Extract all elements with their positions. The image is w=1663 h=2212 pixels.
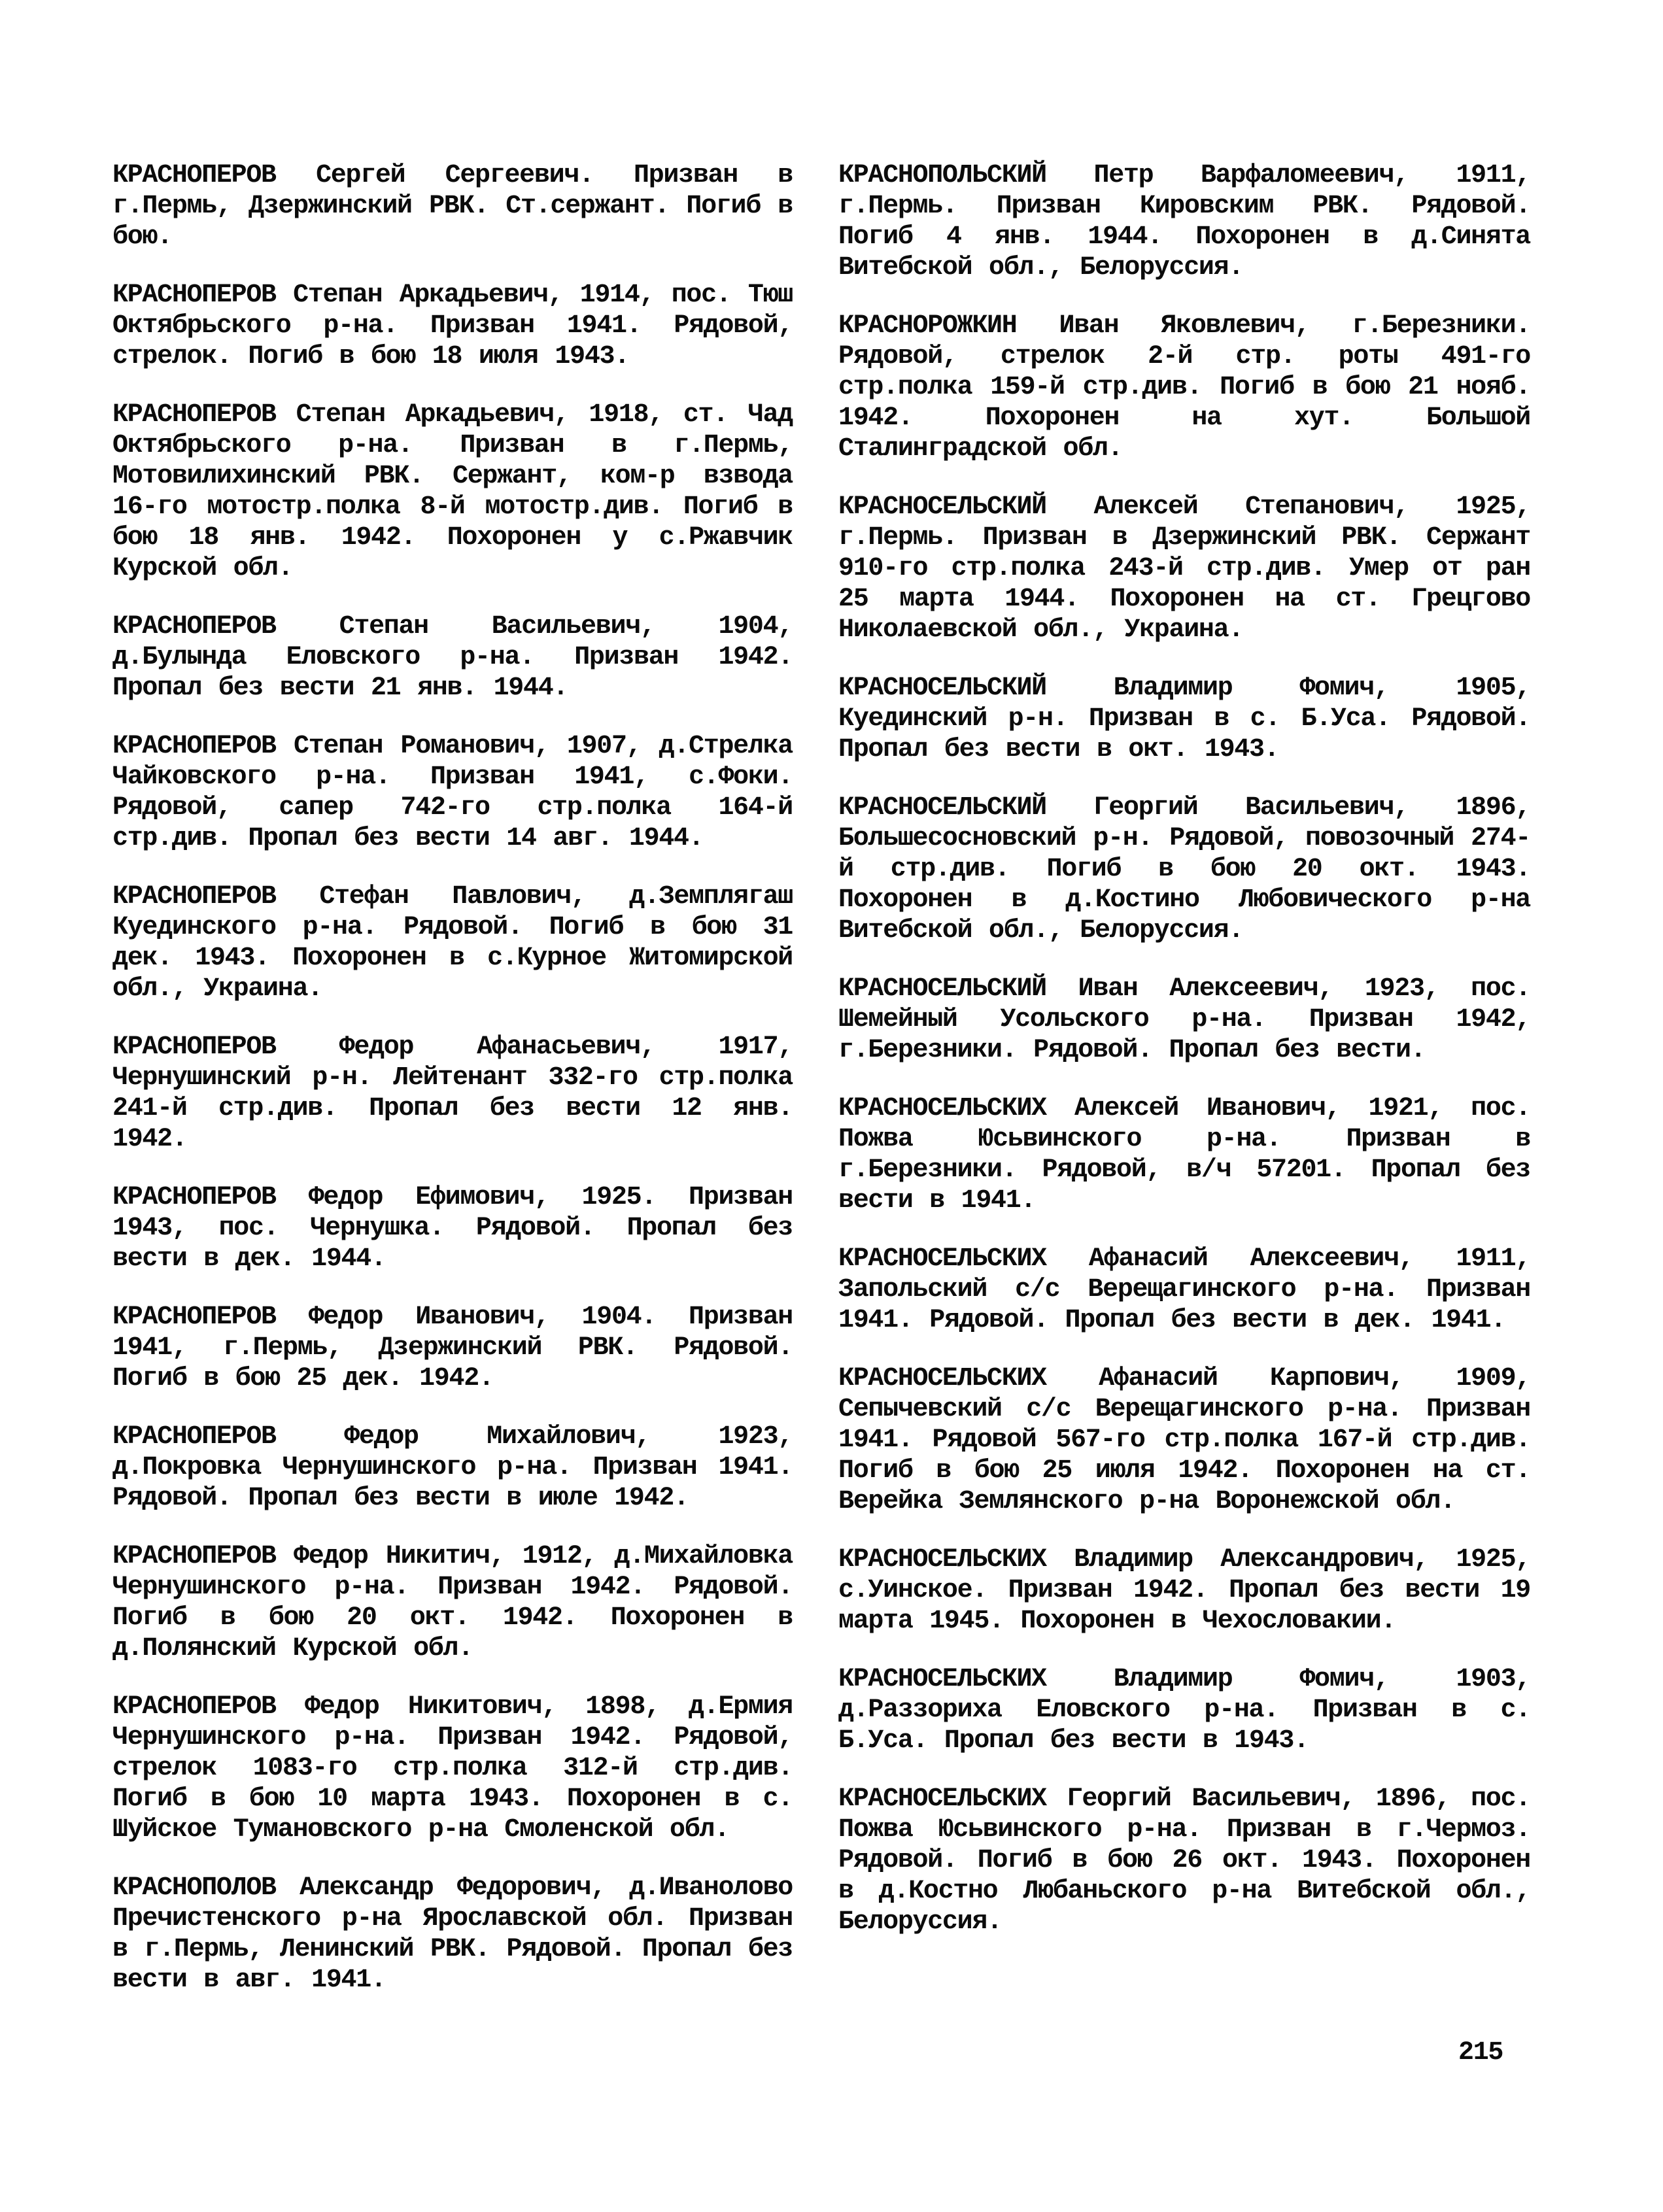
memorial-entry: КРАСНОПЕРОВ Федор Ефимович, 1925. Призван 1943, пос. Чернушка. Рядовой. Пропал без вести в дек. 1944. [112,1183,793,1274]
page-number: 215 [1458,2038,1503,2067]
memorial-entry: КРАСНОПЕРОВ Федор Никитич, 1912, д.Михайловка Чернушинского р-на. Призван 1942. Рядовой. Погиб в бою 20 окт. 1942. Похоронен в д.Полянский Курской обл. [112,1542,793,1663]
memorial-entry: КРАСНОСЕЛЬСКИХ Афанасий Алексеевич, 1911, Запольский с/с Верещагинского р-на. Призван 1941. Рядовой. Пропал без вести в дек. 1941. [838,1244,1530,1335]
memorial-entry: КРАСНОСЕЛЬСКИЙ Георгий Васильевич, 1896, Большесосновский р-н. Рядовой, повозочный 274-й стр.див. Погиб в бою 20 окт. 1943. Похоронен в д.Костино Любовического р-на Витебской обл., Белоруссия. [838,793,1530,945]
memorial-entry: КРАСНОПЕРОВ Федор Афанасьевич, 1917, Чернушинский р-н. Лейтенант 332-го стр.полка 241-й стр.див. Пропал без вести 12 янв. 1942. [112,1032,793,1154]
memorial-entry: КРАСНОПЕРОВ Стефан Павлович, д.Земплягаш Куединского р-на. Рядовой. Погиб в бою 31 дек. 1943. Похоронен в с.Курное Житомирской обл., Украина. [112,882,793,1004]
memorial-entry: КРАСНОСЕЛЬСКИХ Владимир Александрович, 1925, с.Уинское. Призван 1942. Пропал без вести 19 марта 1945. Похоронен в Чехословакии. [838,1545,1530,1636]
memorial-entry: КРАСНОПЕРОВ Федор Никитович, 1898, д.Ермия Чернушинского р-на. Призван 1942. Рядовой, стрелок 1083-го стр.полка 312-й стр.див. Погиб в бою 10 марта 1943. Похоронен в с. Шуйское Тумановского р-на Смоленской обл. [112,1692,793,1845]
memorial-entry: КРАСНОСЕЛЬСКИЙ Алексей Степанович, 1925, г.Пермь. Призван в Дзержинский РВК. Сержант 910-го стр.полка 243-й стр.див. Умер от ран 25 марта 1944. Похоронен на ст. Грецгово Николаевской обл., Украина. [838,492,1530,645]
memorial-entry: КРАСНОПОЛОВ Александр Федорович, д.Иванолово Пречистенского р-на Ярославской обл. Призван в г.Пермь, Ленинский РВК. Рядовой. Пропал без вести в авг. 1941. [112,1873,793,1995]
memorial-entry: КРАСНОСЕЛЬСКИЙ Иван Алексеевич, 1923, пос. Шемейный Усольского р-на. Призван 1942, г.Березники. Рядовой. Пропал без вести. [838,974,1530,1065]
memorial-entry: КРАСНОПЕРОВ Степан Аркадьевич, 1914, пос. Тюш Октябрьского р-на. Призван 1941. Рядовой, стрелок. Погиб в бою 18 июля 1943. [112,281,793,371]
memorial-entry: КРАСНОПЕРОВ Степан Аркадьевич, 1918, ст. Чад Октябрьского р-на. Призван в г.Пермь, Мотовилихинский РВК. Сержант, ком-р взвода 16-го мотостр.полка 8-й мотостр.див. Погиб в бою 18 янв. 1942. Похоронен у с.Ржавчик Курской обл. [112,400,793,583]
memorial-entry: КРАСНОСЕЛЬСКИХ Афанасий Карпович, 1909, Сепычевский с/с Верещагинского р-на. Призван 1941. Рядовой 567-го стр.полка 167-й стр.див. Погиб в бою 25 июля 1942. Похоронен на ст. Верейка Землянского р-на Воронежской обл. [838,1364,1530,1516]
memorial-entry: КРАСНОСЕЛЬСКИЙ Владимир Фомич, 1905, Куединский р-н. Призван в с. Б.Уса. Рядовой. Пропал без вести в окт. 1943. [838,673,1530,764]
column-right [838,160,1530,1965]
memorial-entry: КРАСНОПЕРОВ Сергей Сергеевич. Призван в г.Пермь, Дзержинский РВК. Ст.сержант. Погиб в бою. [112,161,793,252]
memorial-entry: КРАСНОПЕРОВ Федор Михайлович, 1923, д.Покровка Чернушинского р-на. Призван 1941. Рядовой. Пропал без вести в июле 1942. [112,1422,793,1513]
column-left [112,160,793,2023]
memorial-entry: КРАСНОПОЛЬСКИЙ Петр Варфаломеевич, 1911, г.Пермь. Призван Кировским РВК. Рядовой. Погиб 4 янв. 1944. Похоронен в д.Синята Витебской обл., Белоруссия. [838,161,1530,282]
memorial-entry: КРАСНОПЕРОВ Федор Иванович, 1904. Призван 1941, г.Пермь, Дзержинский РВК. Рядовой. Погиб в бою 25 дек. 1942. [112,1302,793,1393]
memorial-entry: КРАСНОСЕЛЬСКИХ Георгий Васильевич, 1896, пос. Пожва Юсьвинского р-на. Призван в г.Чермоз. Рядовой. Погиб в бою 26 окт. 1943. Похоронен в д.Костно Любаньского р-на Витебской обл., Белоруссия. [838,1784,1530,1937]
memorial-entry: КРАСНОСЕЛЬСКИХ Владимир Фомич, 1903, д.Раззориха Еловского р-на. Призван в с. Б.Уса. Пропал без вести в 1943. [838,1665,1530,1756]
memorial-entry: КРАСНОПЕРОВ Степан Романович, 1907, д.Стрелка Чайковского р-на. Призван 1941, с.Фоки. Рядовой, сапер 742-го стр.полка 164-й стр.див. Пропал без вести 14 авг. 1944. [112,732,793,853]
memorial-entry: КРАСНОПЕРОВ Степан Васильевич, 1904, д.Булында Еловского р-на. Призван 1942. Пропал без вести 21 янв. 1944. [112,612,793,703]
memorial-entry: КРАСНОРОЖКИН Иван Яковлевич, г.Березники. Рядовой, стрелок 2-й стр. роты 491-го стр.полка 159-й стр.див. Погиб в бою 21 нояб. 1942. Похоронен на хут. Большой Сталинградской обл. [838,311,1530,464]
memorial-entry: КРАСНОСЕЛЬСКИХ Алексей Иванович, 1921, пос. Пожва Юсьвинского р-на. Призван в г.Березники. Рядовой, в/ч 57201. Пропал без вести в 1941. [838,1094,1530,1216]
